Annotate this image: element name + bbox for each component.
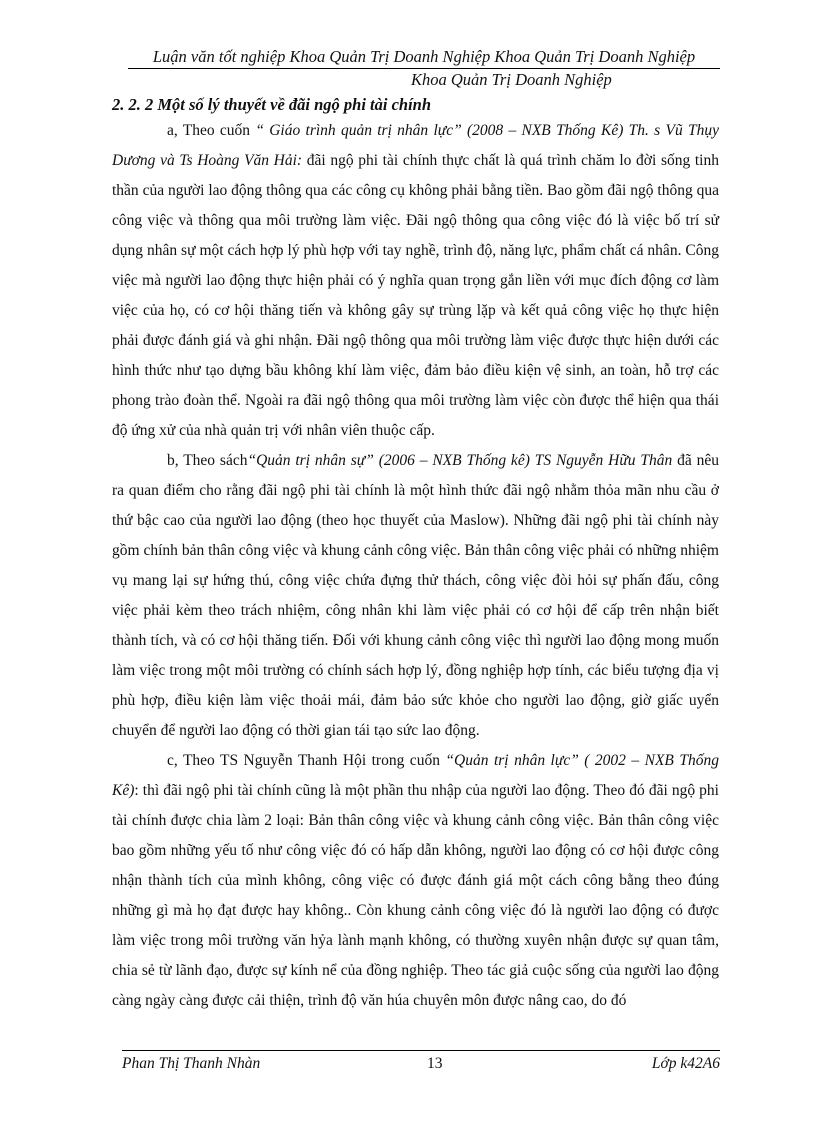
paragraph-c	[112, 746, 719, 1016]
paragraph-lead: a, Theo cuốn	[167, 122, 256, 139]
footer-class: Lớp k42A6	[651, 1055, 720, 1072]
paragraph-b	[112, 446, 719, 746]
page-footer	[122, 1050, 720, 1073]
footer-author: Phan Thị Thanh Nhàn	[122, 1055, 261, 1072]
footer-rule	[122, 1050, 720, 1051]
paragraph-text: : thì đãi ngộ phi tài chính cũng là một phần thu nhập của người lao động. Theo đó đãi ngộ phi tài chính được chia làm 2 loại: Bản thân công việc và khung cảnh công việc. Bản thân công việc bao gồm những yếu tố như công việc đó có hấp dẫn không, người lao động có cơ hội được công nhận thành tích của mình không, công việc có được đánh giá một cách công bằng theo đúng những gì mà họ đạt được hay không.. Còn khung cảnh công việc đó là người lao động có được làm việc trong môi trường văn hỷa lành mạnh không, có thường xuyên nhận được sự quan tâm, chia sẻ từ lãnh đạo, được sự kính nể của đồng nghiệp. Theo tác giả cuộc sống của người lao động càng ngày càng được cải thiện, trình độ văn húa chuyên môn được nâng cao, do đó	[112, 782, 719, 1009]
header-title: Luận văn tốt nghiệp Khoa Quản Trị Doanh Nghiệp Khoa Quản Trị Doanh Nghiệp	[152, 47, 696, 66]
body-text	[112, 116, 719, 1016]
paragraph-lead: c, Theo TS Nguyễn Thanh Hội trong cuốn	[167, 752, 446, 769]
citation: “ Giáo trình quản trị nhân lực” (2008 – NXB Thống Kê) Th. s Vũ Thụy Dương và Ts Hoàng Văn Hải:	[112, 122, 720, 169]
section-title: 2. 2. 2 Một số lý thuyết về đãi ngộ phi tài chính	[112, 95, 432, 114]
paragraph-text: đãi ngộ phi tài chính thực chất là quá trình chăm lo đời sống tinh thần của người lao động thông qua các công cụ không phải bằng tiền. Bao gồm đãi ngộ thông qua công việc và thông qua môi trường làm việc. Đãi ngộ thông qua công việc đó là việc bố trí sử dụng nhân sự một cách hợp lý phù hợp với tay nghề, trình độ, năng lực, phẩm chất cá nhân. Công việc mà người lao động thực hiện phải có ý nghĩa quan trọng gắn liền với mục đích động cơ làm việc của họ, có cơ hội thăng tiến và không gây sự trùng lặp và kết quả công việc họ thực hiện phải được đánh giá và ghi nhận. Đãi ngộ thông qua môi trường làm việc được thực hiện dưới các hình thức như tạo dựng bầu không khí làm việc, đảm bảo điều kiện vệ sinh, an toàn, hỗ trợ các phong trào đoàn thể. Ngoài ra đãi ngộ thông qua môi trường làm việc còn được thể hiện qua thái độ ứng xử của nhà quản trị với nhân viên thuộc cấp.	[112, 152, 719, 439]
paragraph-lead: b, Theo sách	[167, 452, 248, 469]
paragraph-a	[112, 116, 719, 446]
paragraph-text: đã nêu ra quan điểm cho rằng đãi ngộ phi tài chính là một hình thức đãi ngộ nhằm thỏa mãn nhu cầu ở thứ bậc cao của người lao động (theo học thuyết của Maslow). Những đãi ngộ phi tài chính này gồm chính bản thân công việc và khung cảnh công việc. Bản thân công việc phải có những nhiệm vụ mang lại sự hứng thú, công việc chứa đựng thử thách, công việc đòi hỏi sự phấn đấu, công việc phải kèm theo trách nhiệm, công nhân khi làm việc phải có cơ hội để cấp trên nhận biết thành tích, và có cơ hội thăng tiến. Đối với khung cảnh công việc thì người lao động mong muốn làm việc trong một môi trường có chính sách hợp lý, đồng nghiệp hợp tính, các biểu tượng địa vị phù hợp, điều kiện làm việc thoải mái, đảm bảo sức khỏe cho người lao động, giờ giấc uyển chuyển để người lao động có thời gian tái tạo sức lao động.	[112, 452, 720, 739]
header-subtitle: Khoa Quản Trị Doanh Nghiệp	[411, 70, 612, 89]
page-header	[128, 46, 720, 91]
page-number: 13	[427, 1055, 443, 1072]
citation: “Quản trị nhân sự” (2006 – NXB Thống kê) TS Nguyễn Hữu Thân	[247, 452, 673, 469]
citation: “Quản trị nhân lực” ( 2002 – NXB Thống Kê)	[112, 752, 719, 799]
